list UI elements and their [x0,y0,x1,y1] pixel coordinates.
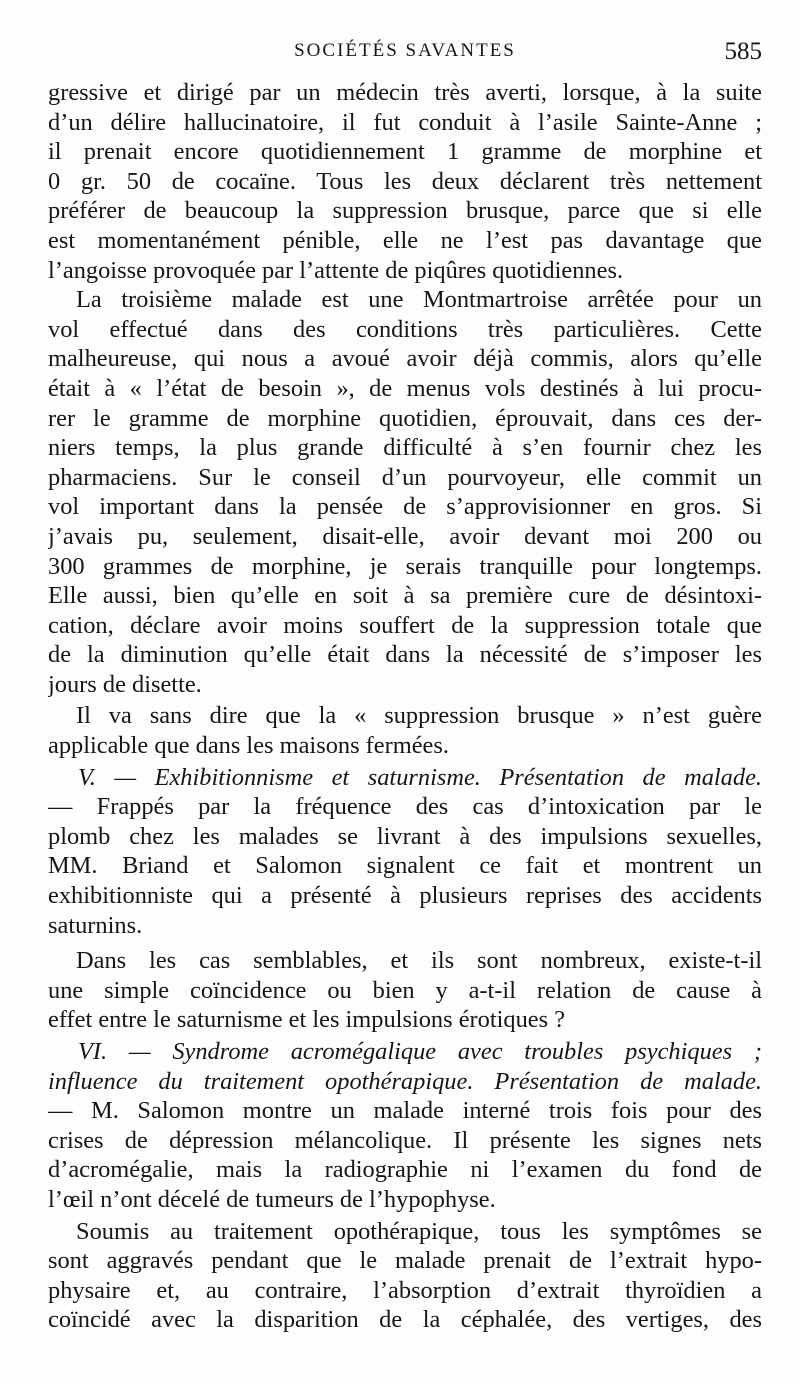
text-line: rer le gramme de morphine quotidien, éprouvait, dans ces der- [48,404,762,432]
section-heading-vi-cont: influence du traitement opothérapique. Présentation de malade. [48,1067,762,1095]
text-line: niers temps, la plus grande difficulté à s’en fournir chez les [48,434,762,462]
text-line: applicable que dans les maisons fermées. [48,732,449,760]
text-line: physaire et, au contraire, l’absorption d’extrait thyroïdien a [48,1276,762,1304]
text-line: sont aggravés pendant que le malade prenait de l’extrait hypo- [48,1247,762,1275]
text-line: cation, déclare avoir moins souffert de la suppression totale que [48,611,762,639]
text-line: de la diminution qu’elle était dans la nécessité de s’imposer les [48,641,762,669]
text-line: saturnins. [48,911,143,939]
text-line: d’un délire hallucinatoire, il fut conduit à l’asile Sainte-Anne ; [48,108,762,136]
text-line: vol important dans la pensée de s’approvisionner en gros. Si [48,493,762,521]
text-line: effet entre le saturnisme et les impulsions érotiques ? [48,1006,566,1034]
text-line: 0 gr. 50 de cocaïne. Tous les deux déclarent très nettement [48,167,762,195]
text-line: j’avais pu, seulement, disait-elle, avoir devant moi 200 ou [48,522,762,550]
text-line: — M. Salomon montre un malade interné trois fois pour des [48,1097,762,1125]
text-line: pharmaciens. Sur le conseil d’un pourvoyeur, elle commit un [48,463,762,491]
text-line: est momentanément pénible, elle ne l’est pas davantage que [48,226,762,254]
running-head: SOCIÉTÉS SAVANTES [294,40,516,61]
text-line: il prenait encore quotidiennement 1 gramme de morphine et [48,138,762,166]
text-line: MM. Briand et Salomon signalent ce fait et montrent un [48,852,762,880]
text-line: préférer de beaucoup la suppression brusque, parce que si elle [48,197,762,225]
text-line: Soumis au traitement opothérapique, tous les symptômes se [76,1217,762,1245]
page-header [48,34,762,74]
text-line: vol effectué dans des conditions très particulières. Cette [48,315,762,343]
text-line: l’œil n’ont décelé de tumeurs de l’hypophyse. [48,1185,496,1213]
text-line: exhibitionniste qui a présenté à plusieurs reprises des accidents [48,882,762,910]
body-text [48,78,762,1335]
text-line: malheureuse, qui nous a avoué avoir déjà commis, alors qu’elle [48,345,762,373]
section-heading-v: V. — Exhibitionnisme et saturnisme. Présentation de malade. [78,763,762,791]
text-line: plomb chez les malades se livrant à des impulsions sexuelles, [48,822,762,850]
text-line: Elle aussi, bien qu’elle en soit à sa première cure de désintoxi- [48,582,762,610]
text-line: jours de disette. [48,670,202,698]
text-line: — Frappés par la fréquence des cas d’intoxication par le [48,793,762,821]
text-line: était à « l’état de besoin », de menus vols destinés à lui procu- [48,374,762,402]
text-line: crises de dépression mélancolique. Il présente les signes nets [48,1126,762,1154]
text-line: Il va sans dire que la « suppression brusque » n’est guère [76,702,762,730]
text-line: coïncidé avec la disparition de la céphalée, des vertiges, des [48,1306,762,1334]
text-line: gressive et dirigé par un médecin très averti, lorsque, à la suite [48,79,762,106]
page-number: 585 [724,38,762,65]
text-line: 300 grammes de morphine, je serais tranquille pour longtemps. [48,552,762,580]
text-line: l’angoisse provoquée par l’attente de piqûres quotidiennes. [48,256,624,284]
section-heading-vi: VI. — Syndrome acromégalique avec troubles psychiques ; [78,1038,762,1065]
text-line: une simple coïncidence ou bien y a-t-il relation de cause à [48,976,762,1004]
text-line: La troisième malade est une Montmartroise arrêtée pour un [76,286,762,314]
text-line: Dans les cas semblables, et ils sont nombreux, existe-t-il [76,947,762,975]
text-line: d’acromégalie, mais la radiographie ni l’examen du fond de [48,1156,762,1184]
